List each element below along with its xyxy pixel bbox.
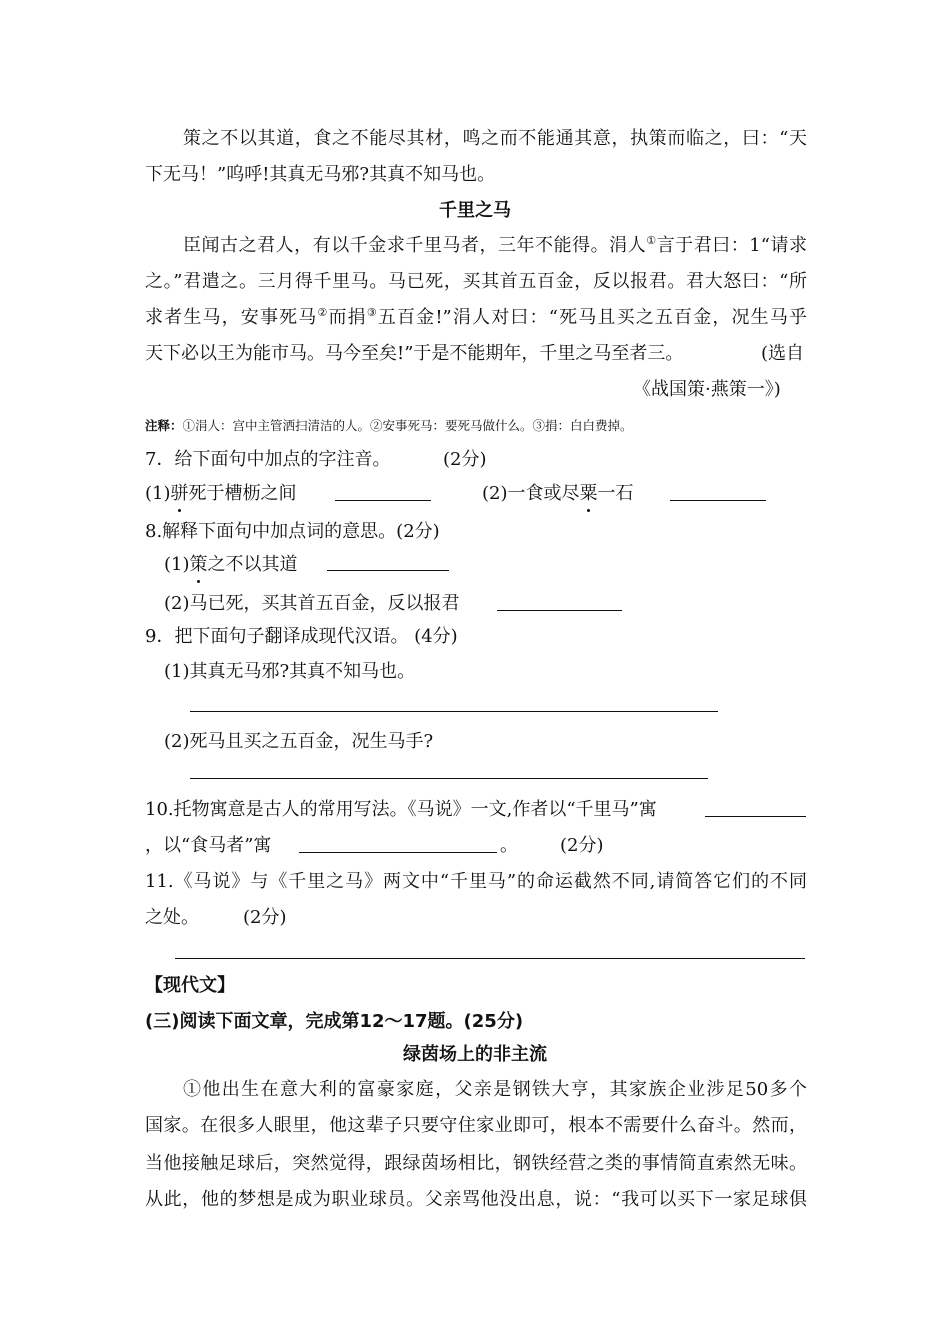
q9-item1: (1)其真无马邪?其真不知马也。 bbox=[164, 661, 416, 682]
q8-answer-blank-2[interactable] bbox=[497, 592, 622, 611]
q11-answer-line[interactable] bbox=[175, 958, 805, 959]
q7-item2-text-b: 一石 bbox=[597, 483, 634, 504]
q7-answer-blank-2[interactable] bbox=[670, 482, 766, 501]
passage2-title: 千里之马 bbox=[439, 200, 511, 221]
q7-answer-blank-1[interactable] bbox=[335, 482, 431, 501]
modern-instruction: (三)阅读下面文章，完成第12～17题。(25分) bbox=[145, 1011, 524, 1032]
passage1-line1: 策之不以其道，食之不能尽其材，鸣之而不能通其意，执策而临之，曰：“天 bbox=[183, 128, 807, 149]
q9-stem: 9．把下面句子翻译成现代汉语。 (4分) bbox=[145, 626, 458, 647]
q7-item1 bbox=[145, 482, 297, 506]
q8-stem: 8.解释下面句中加点词的意思。(2分) bbox=[145, 521, 440, 542]
modern-p-line4: 从此，他的梦想是成为职业球员。父亲骂他没出息，说：“我可以买下一家足球俱 bbox=[145, 1189, 807, 1210]
q7-stem: 7．给下面句中加点的字注音。 bbox=[145, 449, 391, 470]
q7-score: (2分) bbox=[443, 449, 487, 470]
modern-title: 绿茵场上的非主流 bbox=[403, 1044, 547, 1065]
q9-answer-line-1[interactable] bbox=[190, 711, 718, 712]
q8-answer-blank-1[interactable] bbox=[327, 552, 449, 571]
q8-item2: (2)马已死，买其首五百金，反以报君 bbox=[164, 593, 460, 614]
modern-p-line2: 国家。在很多人眼里，他这辈子只要守住家业即可，根本不需要什么奋斗。然而， bbox=[145, 1115, 807, 1136]
modern-p-line1: ①他出生在意大利的富豪家庭，父亲是钢铁大亨，其家族企业涉足50多个 bbox=[183, 1079, 807, 1100]
modern-p-line3: 当他接触足球后，突然觉得，跟绿茵场相比，钢铁经营之类的事情简直索然无味。 bbox=[145, 1153, 807, 1174]
q10-line2a: ，以“食马者”寓 bbox=[145, 835, 272, 856]
passage2-line3 bbox=[145, 306, 807, 330]
passage2-line1-a: 臣闻古之君人，有以千金求千里马者，三年不能得。涓人 bbox=[183, 235, 647, 256]
q9-item2: (2)死马且买之五百金，况生马手? bbox=[164, 731, 434, 752]
q7-item1-dotted-char: 骈 bbox=[170, 483, 189, 504]
passage2-line3-c: 五百金!”涓人对曰：“死马且买之五百金，况生马乎 bbox=[377, 307, 808, 328]
notes-text: ①涓人：宫中主管洒扫清洁的人。②安事死马：要死马做什么。③捐：白白费掉。 bbox=[182, 418, 633, 433]
q8-item1 bbox=[164, 553, 298, 577]
passage2-line2: 之。”君遣之。三月得千里马。马已死，买其首五百金，反以报君。君大怒曰：“所 bbox=[145, 271, 807, 292]
passage2-line1 bbox=[183, 234, 807, 258]
q7-item2-text-a: (2)一食或尽 bbox=[482, 483, 580, 504]
footnote-marker-2: ② bbox=[317, 306, 329, 319]
q11-line2: 之处。 bbox=[145, 907, 199, 928]
footnote-marker-1: ① bbox=[646, 234, 657, 247]
q9-answer-line-2[interactable] bbox=[190, 778, 708, 779]
q10-answer-blank-1[interactable] bbox=[705, 798, 806, 817]
q10-line1: 10.托物寓意是古人的常用写法。《马说》一文,作者以“千里马”寓 bbox=[145, 799, 657, 820]
q10-line2b: 。 bbox=[500, 835, 518, 856]
q10-answer-blank-2[interactable] bbox=[299, 834, 497, 853]
passage2-line1-b: 言于君曰：1“请求 bbox=[656, 235, 808, 256]
passage2-line4: 天下必以王为能市马。马今至矣!”于是不能期年，千里之马至者三。 bbox=[145, 343, 684, 364]
footnote-marker-3: ③ bbox=[366, 306, 378, 319]
passage2-source-a: (选自 bbox=[761, 343, 805, 364]
notes bbox=[145, 418, 633, 434]
passage2-line3-a: 求者生马，安事死马 bbox=[145, 307, 318, 328]
q11-line1: 11.《马说》与《千里之马》两文中“千里马”的命运截然不同,请简答它们的不同 bbox=[145, 871, 807, 892]
q7-item2-dotted-char: 粟 bbox=[579, 483, 598, 504]
passage1-line2: 下无马！”呜呼!其真无马邪?其真不知马也。 bbox=[145, 164, 496, 185]
q8-item1-dotted-char: 策 bbox=[189, 554, 208, 575]
modern-heading: 【现代文】 bbox=[145, 975, 235, 996]
q11-score: (2分) bbox=[243, 907, 287, 928]
q8-item1-text: 之不以其道 bbox=[207, 554, 298, 575]
q7-item1-number: (1) bbox=[145, 483, 171, 504]
notes-label: 注释： bbox=[145, 418, 183, 433]
q7-item1-text: 死于槽枥之间 bbox=[188, 483, 297, 504]
q8-item1-number: (1) bbox=[164, 554, 190, 575]
passage2-source-b: 《战国策·燕策一》) bbox=[633, 379, 781, 400]
passage2-line3-b: 而捐 bbox=[328, 307, 367, 328]
q7-item2 bbox=[482, 482, 634, 506]
q10-score: (2分) bbox=[560, 835, 604, 856]
